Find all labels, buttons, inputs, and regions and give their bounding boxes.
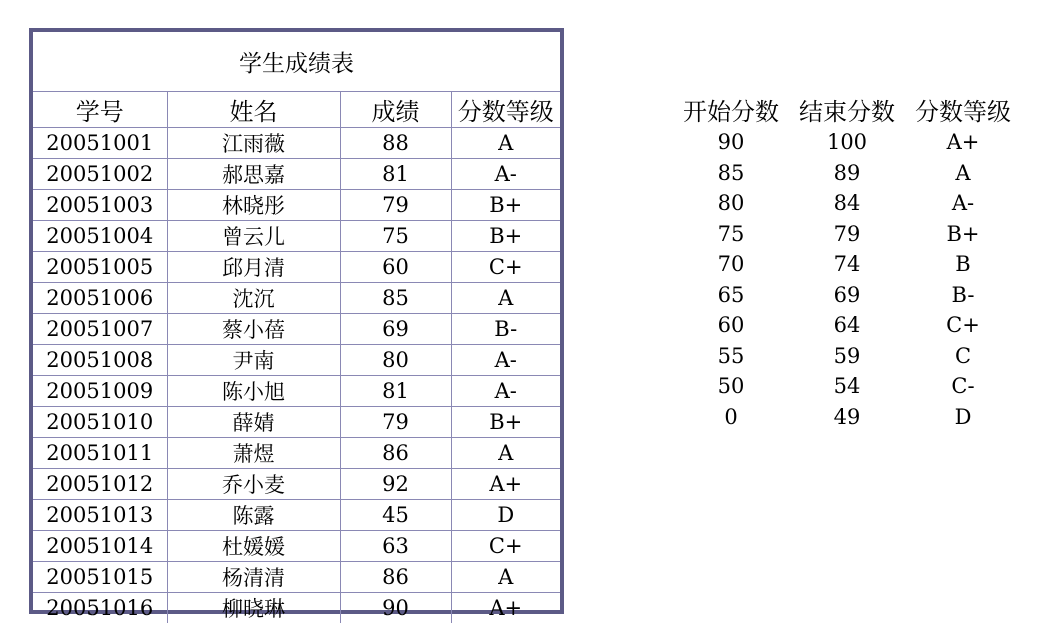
lookup-row bbox=[673, 158, 1021, 189]
table-row bbox=[33, 593, 560, 624]
cell-student-name: 陈小旭 bbox=[167, 376, 340, 407]
cell-grade: A+ bbox=[451, 593, 560, 624]
title-row bbox=[33, 32, 560, 92]
cell-student-name: 邱月清 bbox=[167, 252, 340, 283]
lookup-cell-grade: B- bbox=[951, 282, 975, 307]
table-row bbox=[33, 128, 560, 159]
lookup-cell-start: 0 bbox=[724, 404, 738, 429]
header-row bbox=[33, 92, 560, 128]
cell-grade: A bbox=[451, 562, 560, 593]
cell-score: 81 bbox=[340, 376, 451, 407]
cell-student-id: 20051015 bbox=[33, 562, 167, 593]
cell-grade: C+ bbox=[451, 252, 560, 283]
cell-grade: A- bbox=[451, 159, 560, 190]
cell-score: 88 bbox=[340, 128, 451, 159]
student-grade-table bbox=[33, 32, 560, 623]
cell-student-id: 20051003 bbox=[33, 190, 167, 221]
cell-student-name: 曾云儿 bbox=[167, 221, 340, 252]
lookup-cell-start: 80 bbox=[717, 191, 745, 216]
cell-grade: A bbox=[451, 283, 560, 314]
student-grade-sheet bbox=[29, 28, 564, 621]
cell-score: 86 bbox=[340, 438, 451, 469]
cell-student-id: 20051016 bbox=[33, 593, 167, 624]
cell-student-name: 柳晓琳 bbox=[167, 593, 340, 624]
header-name: 姓名 bbox=[167, 92, 340, 128]
lookup-cell-grade: A- bbox=[951, 191, 975, 216]
lookup-cell-end: 89 bbox=[833, 160, 861, 185]
lookup-cell-grade: B+ bbox=[946, 221, 980, 246]
lookup-cell-start: 70 bbox=[717, 252, 745, 277]
cell-score: 85 bbox=[340, 283, 451, 314]
lookup-row bbox=[673, 188, 1021, 219]
cell-student-name: 薛婧 bbox=[167, 407, 340, 438]
cell-score: 79 bbox=[340, 407, 451, 438]
cell-grade: A- bbox=[451, 376, 560, 407]
table-row bbox=[33, 469, 560, 500]
lookup-cell-grade: A+ bbox=[946, 130, 980, 155]
lookup-cell-start: 55 bbox=[717, 343, 745, 368]
table-row bbox=[33, 159, 560, 190]
cell-student-name: 江雨薇 bbox=[167, 128, 340, 159]
table-row bbox=[33, 345, 560, 376]
cell-student-name: 郝思嘉 bbox=[167, 159, 340, 190]
cell-grade: B+ bbox=[451, 190, 560, 221]
table-row bbox=[33, 221, 560, 252]
lookup-cell-grade: B bbox=[955, 252, 971, 277]
lookup-row bbox=[673, 249, 1021, 280]
lookup-cell-start: 90 bbox=[717, 130, 745, 155]
grade-lookup-table bbox=[673, 92, 1021, 432]
lookup-cell-end: 54 bbox=[833, 374, 861, 399]
cell-grade: A bbox=[451, 128, 560, 159]
cell-score: 63 bbox=[340, 531, 451, 562]
cell-student-name: 杨清清 bbox=[167, 562, 340, 593]
lookup-row bbox=[673, 341, 1021, 372]
cell-score: 86 bbox=[340, 562, 451, 593]
cell-grade: B- bbox=[451, 314, 560, 345]
table-row bbox=[33, 376, 560, 407]
lookup-cell-start: 85 bbox=[717, 160, 745, 185]
cell-score: 75 bbox=[340, 221, 451, 252]
cell-student-name: 蔡小蓓 bbox=[167, 314, 340, 345]
grade-table-body bbox=[33, 128, 560, 624]
lookup-row bbox=[673, 219, 1021, 250]
cell-score: 69 bbox=[340, 314, 451, 345]
cell-student-id: 20051007 bbox=[33, 314, 167, 345]
lookup-cell-end: 49 bbox=[833, 404, 861, 429]
header-grade: 分数等级 bbox=[451, 92, 560, 128]
table-row bbox=[33, 407, 560, 438]
lookup-header-start: 开始分数 bbox=[683, 98, 779, 126]
lookup-cell-grade: A bbox=[955, 160, 971, 185]
table-row bbox=[33, 283, 560, 314]
lookup-cell-end: 69 bbox=[833, 282, 861, 307]
cell-student-id: 20051001 bbox=[33, 128, 167, 159]
header-student-id: 学号 bbox=[33, 92, 167, 128]
lookup-cell-grade: C+ bbox=[946, 313, 980, 338]
lookup-cell-end: 74 bbox=[833, 252, 861, 277]
cell-student-id: 20051012 bbox=[33, 469, 167, 500]
cell-score: 45 bbox=[340, 500, 451, 531]
cell-score: 92 bbox=[340, 469, 451, 500]
lookup-row bbox=[673, 371, 1021, 402]
cell-student-name: 萧煜 bbox=[167, 438, 340, 469]
cell-grade: D bbox=[451, 500, 560, 531]
cell-grade: A+ bbox=[451, 469, 560, 500]
cell-grade: A- bbox=[451, 345, 560, 376]
cell-score: 90 bbox=[340, 593, 451, 624]
cell-grade: B+ bbox=[451, 407, 560, 438]
cell-student-id: 20051014 bbox=[33, 531, 167, 562]
table-row bbox=[33, 500, 560, 531]
cell-grade: C+ bbox=[451, 531, 560, 562]
lookup-row bbox=[673, 127, 1021, 158]
table-title: 学生成绩表 bbox=[33, 32, 560, 92]
cell-score: 60 bbox=[340, 252, 451, 283]
cell-student-id: 20051004 bbox=[33, 221, 167, 252]
cell-student-id: 20051010 bbox=[33, 407, 167, 438]
lookup-cell-end: 59 bbox=[833, 343, 861, 368]
cell-student-name: 乔小麦 bbox=[167, 469, 340, 500]
cell-score: 80 bbox=[340, 345, 451, 376]
cell-grade: A bbox=[451, 438, 560, 469]
cell-student-name: 林晓彤 bbox=[167, 190, 340, 221]
lookup-cell-start: 60 bbox=[717, 313, 745, 338]
cell-student-name: 陈露 bbox=[167, 500, 340, 531]
lookup-header-grade: 分数等级 bbox=[915, 98, 1011, 126]
cell-student-name: 沈沉 bbox=[167, 283, 340, 314]
cell-student-id: 20051005 bbox=[33, 252, 167, 283]
cell-score: 79 bbox=[340, 190, 451, 221]
table-row bbox=[33, 562, 560, 593]
cell-score: 81 bbox=[340, 159, 451, 190]
cell-student-id: 20051002 bbox=[33, 159, 167, 190]
cell-student-id: 20051009 bbox=[33, 376, 167, 407]
cell-student-id: 20051008 bbox=[33, 345, 167, 376]
lookup-table-body bbox=[673, 127, 1021, 432]
lookup-cell-end: 79 bbox=[833, 221, 861, 246]
table-row bbox=[33, 531, 560, 562]
lookup-row bbox=[673, 280, 1021, 311]
table-row bbox=[33, 190, 560, 221]
lookup-cell-end: 84 bbox=[833, 191, 861, 216]
lookup-row bbox=[673, 310, 1021, 341]
cell-student-name: 杜媛媛 bbox=[167, 531, 340, 562]
lookup-cell-start: 65 bbox=[717, 282, 745, 307]
lookup-cell-start: 75 bbox=[717, 221, 745, 246]
table-row bbox=[33, 438, 560, 469]
lookup-cell-start: 50 bbox=[717, 374, 745, 399]
cell-grade: B+ bbox=[451, 221, 560, 252]
table-row bbox=[33, 314, 560, 345]
lookup-cell-end: 64 bbox=[833, 313, 861, 338]
cell-student-id: 20051011 bbox=[33, 438, 167, 469]
lookup-header-end: 结束分数 bbox=[799, 98, 895, 126]
lookup-row bbox=[673, 402, 1021, 433]
cell-student-name: 尹南 bbox=[167, 345, 340, 376]
lookup-cell-grade: C bbox=[954, 343, 972, 368]
table-row bbox=[33, 252, 560, 283]
header-score: 成绩 bbox=[340, 92, 451, 128]
lookup-cell-grade: D bbox=[954, 404, 972, 429]
lookup-header-row bbox=[673, 92, 1021, 127]
lookup-cell-end: 100 bbox=[826, 130, 868, 155]
cell-student-id: 20051006 bbox=[33, 283, 167, 314]
lookup-cell-grade: C- bbox=[951, 374, 975, 399]
cell-student-id: 20051013 bbox=[33, 500, 167, 531]
